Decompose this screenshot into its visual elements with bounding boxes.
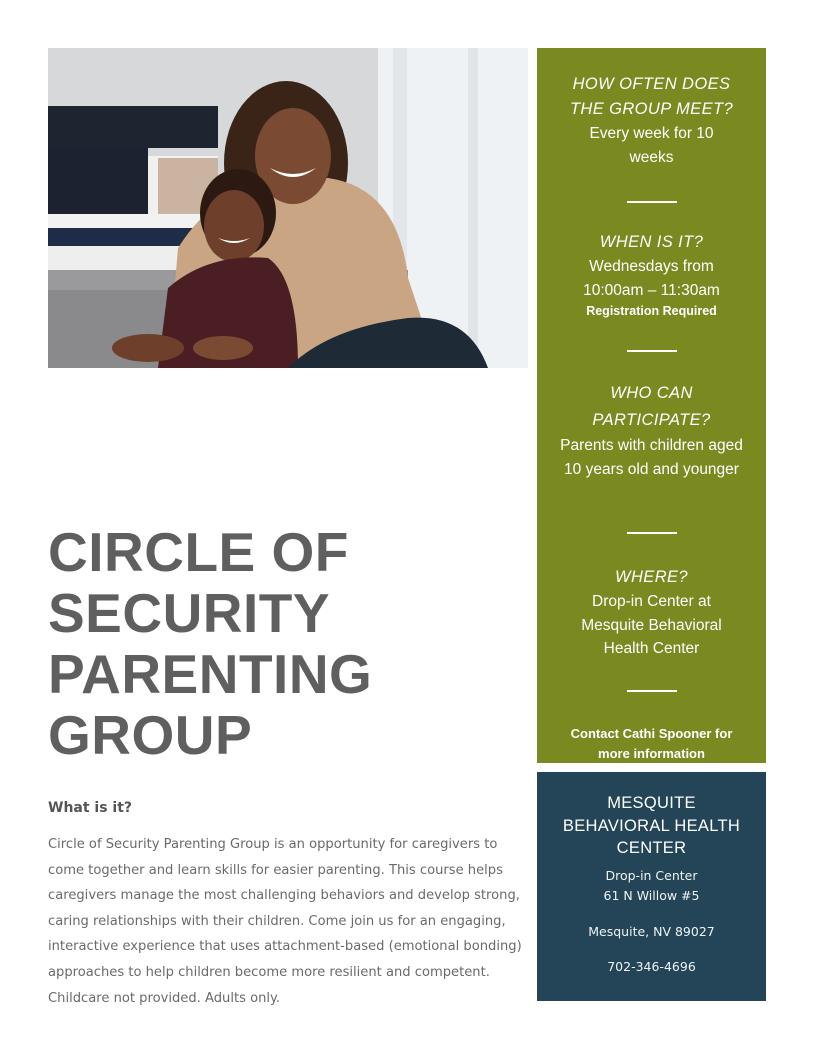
page-title [48, 522, 518, 766]
section-answer: Drop-in Center at Mesquite Behavioral Health Center [581, 593, 722, 657]
section-question: WHERE? [615, 568, 688, 586]
divider [627, 690, 677, 692]
section-answer: Wednesdays from 10:00am – 11:30am [583, 258, 720, 299]
hero-photo [48, 48, 528, 368]
address-line-1: Drop-in Center [605, 868, 698, 883]
section-answer: Every week for 10 weeks [589, 125, 714, 166]
title-line-3: PARENTING [48, 643, 373, 705]
address-city: Mesquite, NV 89027 [588, 924, 715, 939]
divider [627, 350, 677, 352]
title-line-4: GROUP [48, 704, 253, 766]
section-question: HOW OFTEN DOES THE GROUP MEET? [569, 75, 734, 118]
info-sidebar [537, 48, 766, 763]
title-line-1: CIRCLE OF [48, 521, 349, 583]
section-when [537, 230, 766, 320]
section-how-often [537, 72, 766, 169]
divider [627, 201, 677, 203]
location-card [537, 772, 766, 1001]
section-question: WHO CAN PARTICIPATE? [592, 384, 711, 429]
section-who [537, 380, 766, 481]
divider [627, 532, 677, 534]
contact-info: Contact Cathi Spooner for more information [570, 726, 733, 761]
address-line-2: 61 N Willow #5 [603, 888, 700, 903]
title-line-2: SECURITY [48, 582, 331, 644]
section-answer: Parents with children aged 10 years old and younger [560, 437, 743, 478]
phone-number: 702-346-4696 [607, 959, 696, 974]
section-question: WHEN IS IT? [599, 233, 704, 251]
org-name: MESQUITE BEHAVIORAL HEALTH CENTER [562, 794, 741, 857]
what-is-it-heading: What is it? [48, 800, 133, 816]
section-where [537, 565, 766, 661]
what-is-it-body: Circle of Security Parenting Group is an opportunity for caregivers to come together and learn skills for easier parenting. This course helps caregivers manage the most challenging behaviors and develop strong, caring relationships with their children. Come join us for an engaging, interactive experience that uses attachment-based (emotional bonding) approaches to help children become more resilient and competent. Childcare not provided. Adults only. [48, 837, 522, 1006]
photo-mother-hugging-son [48, 48, 528, 368]
registration-note: Registration Required [586, 304, 717, 318]
